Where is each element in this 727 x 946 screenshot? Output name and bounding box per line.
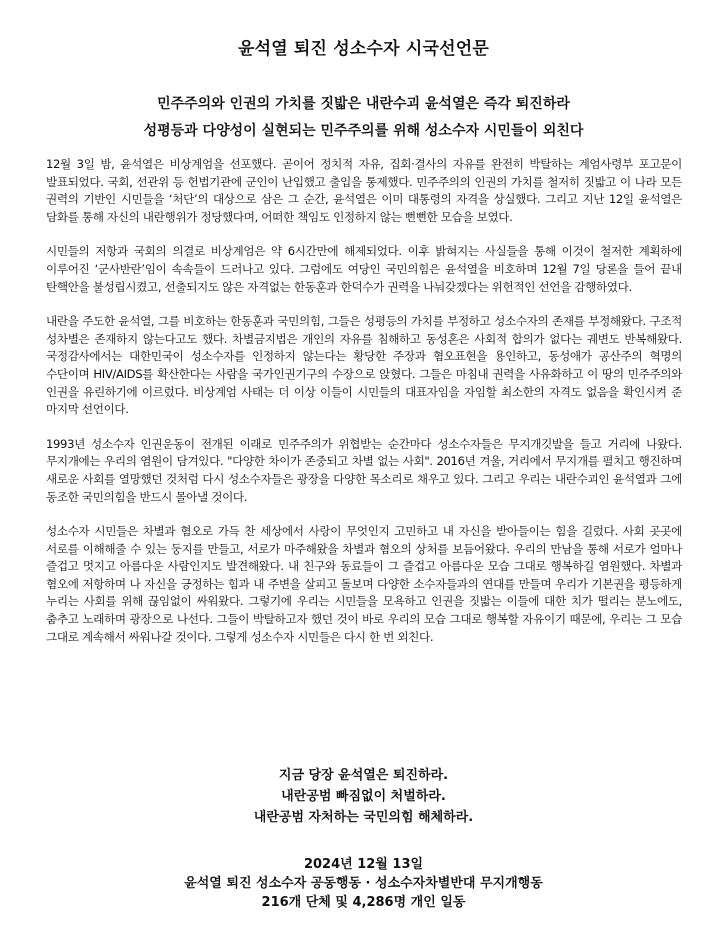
slogans [0, 765, 727, 828]
paragraph-2: 시민들의 저항과 국회의 의결로 비상계엄은 약 6시간만에 해제되었다. 이후 밝혀지는 사실들을 통해 이것이 철저한 계획하에 이루어진 ‘군사반란’임이 속속들이 드러나고 있다. 그럼에도 여당인 국민의힘은 윤석열을 비호하며 12월 7일 당론을 들어 끝내 탄핵안을 불성립시켰고, 선출되지도 않은 자격없는 한동훈과 한덕수가 권력을 나눠갖겠다는 위헌적인 선언을 감행하였다. [46, 244, 682, 294]
paragraph-3: 내란을 주도한 윤석열, 그를 비호하는 한동훈과 국민의힘, 그들은 성평등의 가치를 부정하고 성소수자의 존재를 부정해왔다. 구조적 성차별은 존재하지 않는다고도 했다. 차별금지법은 개인의 자유를 침해하고 동성혼은 사회적 합의가 없다는 궤변도 반복해왔다. 국정감사에서는 대한민국이 성소수자를 인정하지 않는다는 황당한 주장과 혐오표현을 용인하고, 동성애가 공산주의 혁명의 수단이며 HIV/AIDS를 확산한다는 사람을 국가인권기구의 수장으로 앉혔다. 그들은 마침내 권력을 사유화하고 이 땅의 민주주의와 인권을 유린하기에 이르렀다. 비상계엄 사태는 더 이상 이들이 시민들의 대표자임을 자임할 최소한의 자격도 없음을 확인시켜 준 마지막 선언이다. [46, 314, 682, 417]
slogan-3: 내란공범 자처하는 국민의힘 해체하라. [253, 810, 474, 825]
declaration-body [46, 156, 682, 663]
paragraph-1: 12월 3일 밤, 윤석열은 비상계엄을 선포했다. 곧이어 정치적 자유, 집회·결사의 자유를 완전히 박탈하는 계엄사령부 포고문이 발표되었다. 국회, 선관위 등 헌법기관에 군인이 난입했고 출입을 통제했다. 민주주의의 인권의 가치를 철저히 짓밟고 이 나라 모든 권력의 기반인 시민들을 ‘처단’의 대상으로 삼은 그 순간, 윤석열은 이미 대통령의 자격을 상실했다. 그리고 지난 12일 윤석열은 담화를 통해 자신의 내란행위가 정당했다며, 어떠한 책임도 인정하지 않는 뻔뻔한 모습을 보였다. [46, 157, 682, 224]
signature-date: 2024년 12월 13일 [303, 857, 424, 872]
signature-organizations: 윤석열 퇴진 성소수자 공동행동 · 성소수자차별반대 무지개행동 [184, 876, 543, 891]
subtitle-1: 민주주의와 인권의 가치를 짓밟은 내란수괴 윤석열은 즉각 퇴진하라 [157, 96, 570, 112]
document-title: 윤석열 퇴진 성소수자 시국선언문 [237, 39, 490, 59]
signature-count: 216개 단체 및 4,286명 개인 일동 [261, 895, 466, 910]
paragraph-4: 1993년 성소수자 인권운동이 전개된 이래로 민주주의가 위협받는 순간마다 성소수자들은 무지개깃발을 들고 거리에 나왔다. 무지개에는 우리의 염원이 담겨있다. "다양한 차이가 존중되고 차별 없는 사회". 2016년 겨울, 거리에서 무지개를 펼치고 행진하며 새로운 사회를 열망했던 것처럼 다시 성소수자들은 광장을 다양한 목소리로 채우고 있다. 그리고 우리는 내란수괴인 윤석열과 그에 동조한 국민의힘을 반드시 몰아낼 것이다. [46, 436, 682, 504]
slogan-2: 내란공범 빠짐없이 처벌하라. [281, 789, 446, 804]
subtitle-2: 성평등과 다양성이 실현되는 민주주의를 위해 성소수자 시민들이 외친다 [143, 123, 584, 139]
signature-block [0, 855, 727, 912]
paragraph-5: 성소수자 시민들은 차별과 혐오로 가득 찬 세상에서 사랑이 무엇인지 고민하고 내 자신을 받아들이는 힘을 길렀다. 사회 곳곳에 서로를 이해해줄 수 있는 둥지를 만들고, 서로가 마주해왔을 차별과 혐오의 상처를 보듬어왔다. 우리의 만남을 통해 서로가 얼마나 즐겁고 멋지고 아름다운 사람인지도 발견해왔다. 내 친구와 동료들이 그 즐겁고 아름다운 모습 그대로 행복하길 염원했다. 차별과 혐오에 저항하며 나 자신을 긍정하는 힘과 내 주변을 살피고 돌보며 다양한 소수자들과의 연대를 만들며 우리가 기본권을 평등하게 누리는 사회를 위해 끊임없이 싸워왔다. 그렇기에 우리는 시민들을 모욕하고 인권을 짓밟는 이들에 대한 치가 떨리는 분노에도, 춤추고 노래하며 광장으로 나선다. 그들이 박탈하고자 했던 것이 바로 우리의 모습 그대로 행복할 자유이기 때문에, 우리는 그 모습 그대로 계속해서 싸워나갈 것이다. 그렇게 성소수자 시민들은 다시 한 번 외친다. [46, 524, 682, 644]
slogan-1: 지금 당장 윤석열은 퇴진하라. [278, 768, 449, 783]
